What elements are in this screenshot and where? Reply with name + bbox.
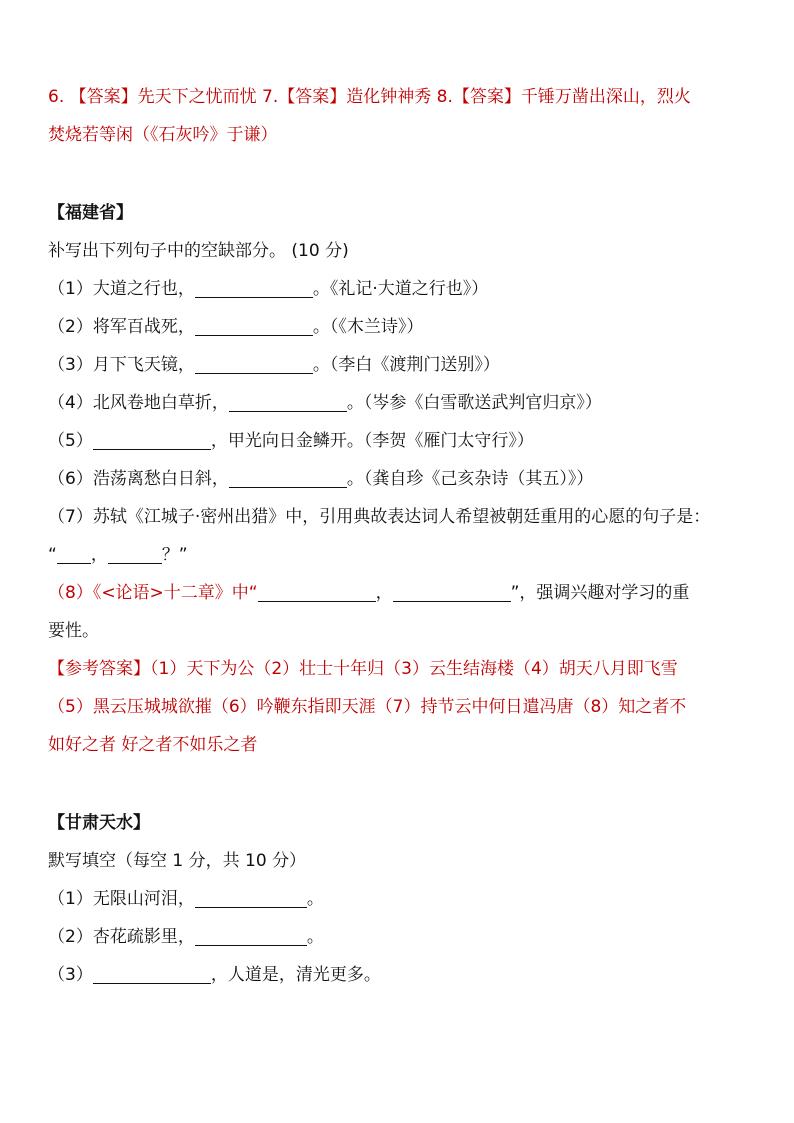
answer-blank (57, 545, 91, 564)
section-heading-gansu: 【甘肃天水】 (48, 813, 150, 833)
question-item: （1）无限山河泪， 。 (48, 889, 324, 909)
question-item: （5） ，甲光向日金鳞开。（李贺《雁门太守行》） (48, 431, 534, 451)
question-item: （4）北风卷地白草折， 。（岑参《白雪歌送武判官归京》） (48, 393, 602, 413)
question-item: （1）大道之行也， 。《礼记·大道之行也》） (48, 279, 489, 299)
question-item: （2）将军百战死， 。（《木兰诗》） (48, 317, 424, 337)
answer-blank (195, 927, 307, 946)
answer-blank (229, 393, 347, 412)
question-item-continuation: “ ， ？” (48, 545, 188, 565)
document-page (48, 78, 758, 994)
answer-blank (195, 889, 307, 908)
answer-blank (93, 431, 211, 450)
answer-blank (229, 469, 347, 488)
question-item: （2）杏花疏影里， 。 (48, 927, 324, 947)
question-intro: 补写出下列句子中的空缺部分。 (10 分) (48, 241, 349, 261)
answer-line: 焚烧若等闲（《石灰吟》于谦） (48, 125, 278, 145)
section-heading-fujian: 【福建省】 (48, 203, 133, 223)
question-item: （3） ，人道是，清光更多。 (48, 965, 381, 985)
answer-blank (195, 355, 313, 374)
answer-blank (93, 965, 211, 984)
answer-blank (195, 279, 313, 298)
reference-answer: （5）黑云压城城欲摧（6）吟鞭东指即天涯（7）持节云中何日遣冯唐（8）知之者不 (48, 697, 687, 717)
answer-blank (393, 583, 511, 602)
reference-answer: 【参考答案】（1）天下为公（2）壮士十年归（3）云生结海楼（4）胡天八月即飞雪 (48, 659, 678, 679)
answer-blank (258, 583, 376, 602)
reference-answer: 如好之者 好之者不如乐之者 (48, 735, 258, 755)
answer-blank (108, 545, 162, 564)
question-item-continuation: 要性。 (48, 621, 99, 641)
question-intro: 默写填空（每空 1 分，共 10 分） (48, 851, 307, 871)
answer-blank (195, 317, 313, 336)
question-item: （7）苏轼《江城子·密州出猎》中，引用典故表达词人希望被朝廷重用的心愿的句子是： (48, 507, 711, 527)
question-item: （3）月下飞天镜， 。（李白《渡荆门送别》） (48, 355, 500, 375)
answer-line: 6. 【答案】先天下之忧而忧 7.【答案】造化钟神秀 8.【答案】千锤万凿出深山，烈火 (48, 87, 691, 107)
question-item: （6）浩荡离愁白日斜， 。（龚自珍《己亥杂诗（其五）》） (48, 469, 594, 489)
question-item: （8）《<论语>十二章》中“ ， ”，强调兴趣对学习的重 (48, 583, 690, 603)
